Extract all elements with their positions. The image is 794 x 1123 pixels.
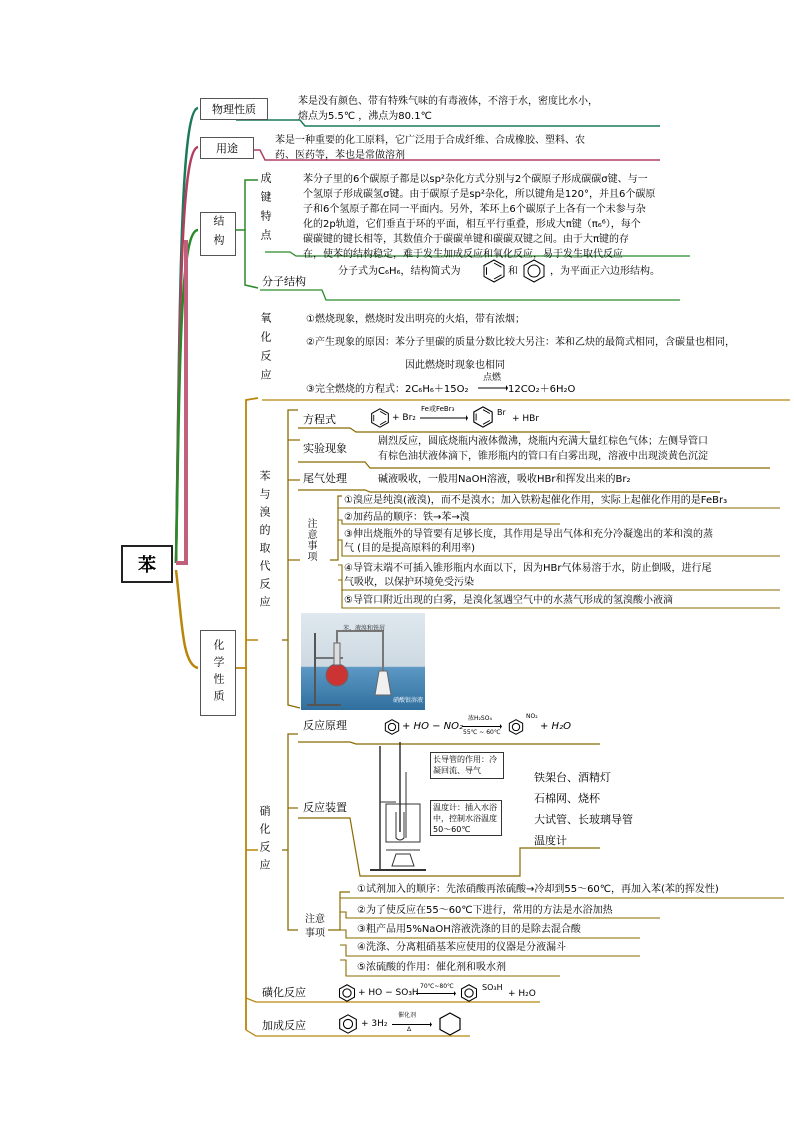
- equipment-1: 铁架台、酒精灯: [534, 771, 611, 784]
- bromination-note-4: ④导管末端不可插入锥形瓶内水面以下，因为HBr气体易溶于水，防止倒吸，进行尾: [344, 563, 712, 574]
- bromination-catalyst: Fe或FeBr₃: [421, 405, 455, 413]
- physical-text-1: 苯是没有颜色、带有特殊气味的有毒液体，不溶于水，密度比水小，: [298, 96, 598, 107]
- bromination-note-4b: 气吸收，以保护环境免受污染: [344, 577, 474, 588]
- nitration-apparatus-label: 反应装置: [303, 801, 347, 814]
- bromination-note-5: ⑤导管口附近出现的白雾，是溴化氢遇空气中的水蒸气形成的氢溴酸小液滴: [344, 595, 673, 606]
- oxidation-line-3: 因此燃烧时现象也相同: [405, 360, 505, 371]
- sulfonation-label: 磺化反应: [262, 986, 306, 999]
- benzene-ring-icon: [338, 1014, 358, 1034]
- phenomenon-line-2: 有棕色油状液体滴下，锥形瓶内的管口有白雾出现，溶液中出现淡黄色沉淀: [378, 451, 708, 462]
- benzene-ring-icon: [370, 408, 390, 428]
- nitrobenzene-icon: [508, 719, 524, 735]
- bromination-equation-label: 方程式: [303, 413, 336, 426]
- sulfonation-eq-suffix: + H₂O: [508, 989, 536, 999]
- reaction-arrow-icon: [420, 415, 468, 421]
- equipment-3: 大试管、长玻璃导管: [534, 813, 633, 826]
- exhaust-text: 碱液吸收，一般用NaOH溶液，吸收HBr和挥发出来的Br₂: [378, 474, 631, 485]
- bromination-label: 苯与溴的取代反应: [258, 470, 271, 614]
- bond-line: 在，使苯的结构稳定，难于发生加成反应和氧化反应，易于发生取代反应: [303, 249, 623, 260]
- molecule-prefix: 分子式为C₆H₆，结构简式为: [338, 266, 461, 277]
- addition-cond: 催化剂: [398, 1012, 417, 1019]
- nitration-cond-bottom: 55℃ ~ 60℃: [463, 729, 501, 736]
- oxidation-line-4-suffix: 12CO₂＋6H₂O: [508, 384, 576, 395]
- bromination-note-2: ②加药品的顺序：铁→苯→溴: [344, 512, 470, 523]
- nitration-note-3: ③粗产品用5%NaOH溶液洗涤的目的是除去混合酸: [357, 924, 581, 935]
- bond-line: 碳碳键的键长相等，其数值介于碳碳单键和碳碳双键之间。由于大π键的存: [303, 234, 630, 245]
- reaction-arrow-icon: [392, 1022, 432, 1027]
- oxidation-condition: 点燃: [483, 373, 502, 383]
- equipment-4: 温度计: [534, 834, 567, 847]
- molecule-structure-label: 分子结构: [262, 275, 306, 288]
- root-node[interactable]: [121, 545, 173, 583]
- physical-label: 物理性质: [212, 103, 256, 116]
- nitration-product-group: NO₂: [526, 713, 538, 720]
- exhaust-label: 尾气处理: [303, 472, 347, 485]
- reaction-arrow-icon: [416, 991, 456, 996]
- photo-label-reactants: 苯、液溴和铁屑: [343, 625, 386, 632]
- addition-cond-bottom: Δ: [407, 1026, 412, 1033]
- usage-node[interactable]: [200, 137, 254, 159]
- equipment-2: 石棉网、烧杯: [534, 792, 600, 805]
- bond-features-label: 成键特点: [259, 172, 272, 248]
- nitration-apparatus-drawing: [366, 742, 432, 878]
- nitration-cond-top: 浓H₂SO₄: [468, 715, 492, 722]
- nitration-label: 硝化反应: [258, 805, 271, 877]
- phenomenon-label: 实验现象: [303, 442, 347, 455]
- addition-eq-mid: + 3H₂: [361, 1019, 388, 1029]
- oxidation-label: 氧化反应: [259, 312, 272, 388]
- bromination-hbr: + HBr: [512, 414, 540, 424]
- oxidation-line-4-prefix: ③完全燃烧的方程式：2C₆H₆＋15O₂: [306, 384, 469, 395]
- bromination-note-3b: 气 (目的是提高原料的利用率): [344, 543, 475, 554]
- bond-features-text: [303, 172, 655, 262]
- molecule-suffix: ，为平面正六边形结构。: [550, 266, 660, 277]
- callout-thermometer: 温度计：插入水浴中，控制水浴温度50～60℃: [430, 800, 502, 836]
- usage-label: 用途: [216, 142, 238, 155]
- bromination-product: Br: [497, 408, 506, 417]
- nitration-eq-mid: + HO − NO₂: [402, 721, 464, 732]
- sulfonation-eq-mid: + HO − SO₃H: [358, 988, 419, 998]
- root-label: 苯: [138, 555, 156, 576]
- nitration-note-1: ①试剂加入的顺序：先浓硝酸再浓硫酸→冷却到55～60℃，再加入苯(苯的挥发性): [357, 884, 719, 895]
- structure-label: 结构: [212, 215, 225, 253]
- sulfonation-product-group: SO₃H: [482, 983, 503, 992]
- photo-label-silver-nitrate: 硝酸银溶液: [393, 697, 424, 704]
- chemical-label: 化学性质: [212, 639, 225, 707]
- reaction-arrow-icon: [478, 385, 508, 391]
- cyclohexane-icon: [438, 1012, 462, 1036]
- nitration-notes-label: 注意事项: [305, 914, 325, 939]
- oxidation-line-2: ②产生现象的原因：苯分子里碳的质量分数比较大另注：苯和乙炔的最简式相同，含碳量也相同，: [306, 337, 735, 348]
- bromination-apparatus-photo: [301, 613, 425, 710]
- nitration-note-5: ⑤浓硫酸的作用：催化剂和吸水剂: [357, 962, 506, 973]
- chemical-node[interactable]: [200, 630, 236, 716]
- usage-text-2: 药、医药等，苯也是常做溶剂: [275, 150, 405, 161]
- structure-node[interactable]: [200, 212, 236, 256]
- benzenesulfonic-acid-icon: [460, 984, 478, 1002]
- bromination-notes-label: 注意事项: [305, 518, 316, 562]
- benzene-ring-icon: [522, 259, 546, 283]
- bromobenzene-icon: [472, 406, 494, 428]
- addition-label: 加成反应: [262, 1019, 306, 1032]
- bond-line: 苯分子里的6个碳原子都是以sp²杂化方式分别与2个碳原子形成碳碳σ键、与一: [303, 174, 648, 185]
- nitration-eq-suffix: + H₂O: [540, 721, 571, 732]
- phenomenon-line-1: 剧烈反应，圆底烧瓶内液体微沸，烧瓶内充满大量红棕色气体；左侧导管口: [378, 436, 708, 447]
- bond-line: 子和6个氢原子都在同一平面内。另外，苯环上6个碳原子上各有一个未参与杂: [303, 204, 646, 215]
- physical-text-2: 熔点为5.5℃ ，沸点为80.1℃: [298, 111, 432, 122]
- bromination-note-3: ③伸出烧瓶外的导管要有足够长度，其作用是导出气体和充分冷凝逸出的苯和溴的蒸: [344, 529, 713, 540]
- benzene-kekule-icon: [482, 259, 506, 283]
- oxidation-line-1: ①燃烧现象，燃烧时发出明亮的火焰，带有浓烟；: [306, 314, 525, 325]
- bromination-note-1: ①溴应是纯溴(液溴)，而不是溴水；加入铁粉起催化作用，实际上起催化作用的是FeBr₃: [344, 495, 728, 506]
- nitration-note-2: ②为了使反应在55～60℃下进行，常用的方法是水浴加热: [357, 905, 613, 916]
- benzene-ring-icon: [384, 719, 400, 735]
- bond-line: 个氢原子形成碳氢σ键。由于碳原子是sp²杂化，所以键角是120°，并且6个碳原: [303, 189, 656, 200]
- benzene-ring-icon: [338, 984, 356, 1002]
- nitration-principle-label: 反应原理: [303, 719, 347, 732]
- bromination-reagent: + Br₂: [392, 413, 416, 423]
- callout-long-tube: 长导管的作用：冷凝回流、导气: [430, 752, 504, 779]
- sulfonation-cond: 70℃~80℃: [420, 983, 454, 990]
- molecule-and: 和: [508, 266, 518, 277]
- physical-node[interactable]: [200, 98, 268, 120]
- nitration-note-4: ④洗涤、分离粗硝基苯应使用的仪器是分液漏斗: [357, 942, 566, 953]
- usage-text-1: 苯是一种重要的化工原料，它广泛用于合成纤维、合成橡胶、塑料、农: [275, 135, 585, 146]
- bond-line: 化的2p轨道，它们垂直于环的平面，相互平行重叠，形成大π键（π₆⁶），每个: [303, 219, 641, 230]
